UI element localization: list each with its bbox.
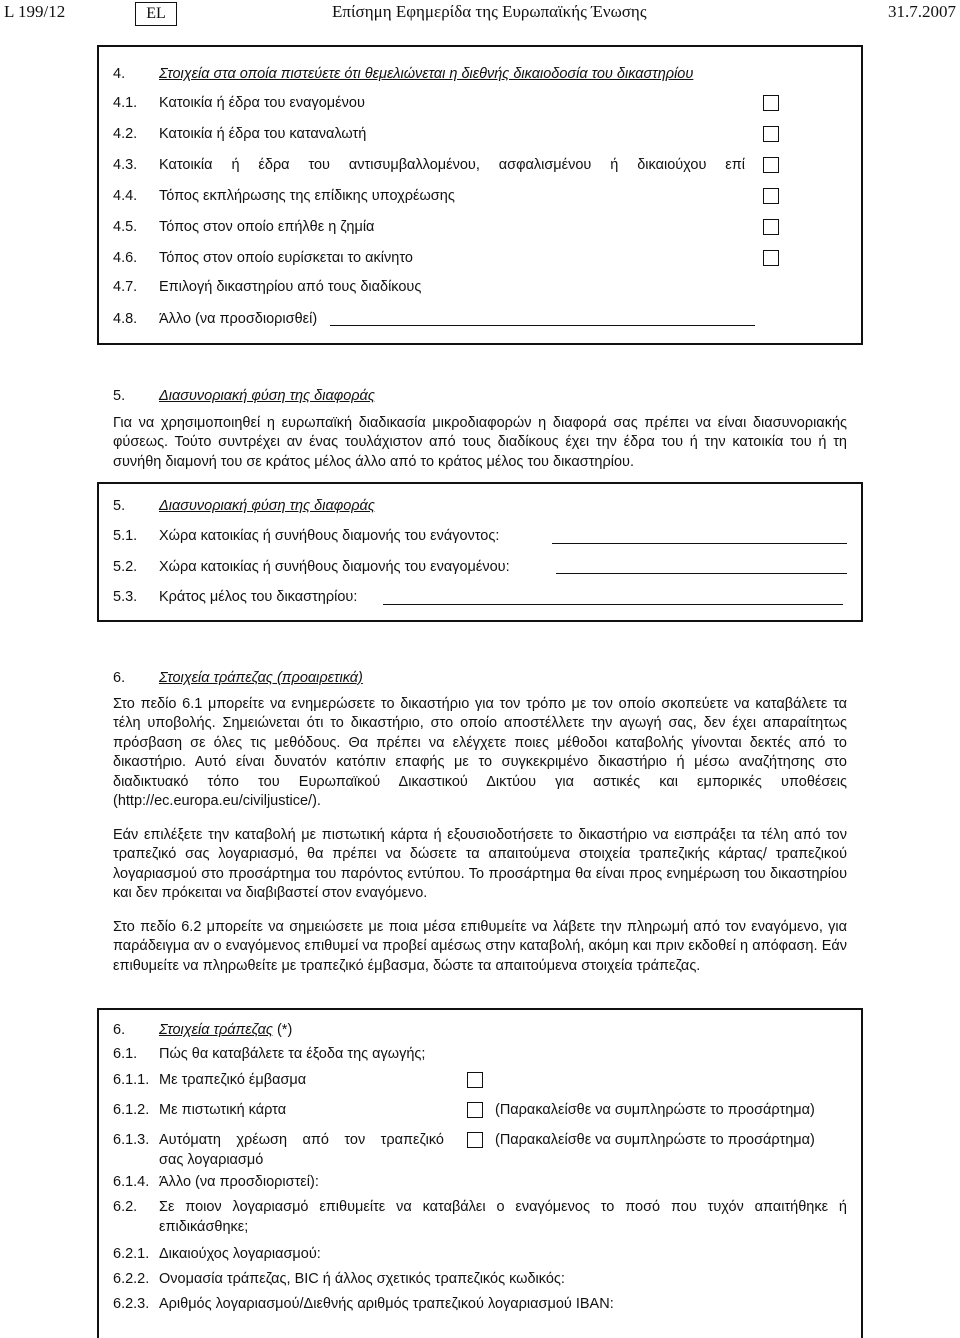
item-label: Δικαιούχος λογαριασμού: bbox=[159, 1246, 321, 1262]
item-label: Χώρα κατοικίας ή συνήθους διαμονής του εναγομένου: bbox=[159, 559, 510, 575]
section-number: 5. bbox=[113, 388, 126, 404]
item-number: 5.3. bbox=[113, 589, 138, 605]
item-number: 4.7. bbox=[113, 279, 138, 295]
guidance-paragraph: Για να χρησιμοποιηθεί η ευρωπαϊκή διαδικασία μικροδιαφορών η διαφορά σας πρέπει να είναι διασυνοριακής φύσεως. Τούτο συντρέχει αν ένας τουλάχιστον από τους διαδίκους έχει την έδρα του ή την κατοικία του ή τη συνήθη διαμονή του σε κράτος μέλος άλλο από το κράτος μέλος του δικαστηρίου. bbox=[113, 415, 847, 470]
item-label: Αυτόματη χρέωση από τον τραπεζικό bbox=[159, 1132, 444, 1148]
item-label: Άλλο (να προσδιοριστεί): bbox=[159, 1174, 319, 1190]
item-label: Κατοικία ή έδρα του εναγομένου bbox=[159, 95, 365, 111]
item-number: 6.1.4. bbox=[113, 1174, 150, 1190]
item-number: 4.4. bbox=[113, 188, 138, 204]
item-label: Με πιστωτική κάρτα bbox=[159, 1102, 287, 1118]
guidance-paragraph: Στο πεδίο 6.1 μπορείτε να ενημερώσετε το δικαστήριο για τον τρόπο με τον οποίο σκοπεύετε να καταβάλετε τα τέλη υποβολής. Σημειώνεται ότι το δικαστήριο, στο οποίο αποστέλλετε την αγωγή σας, δεν έχει απαραίτητως πρόσβαση σε όλες τις μεθόδους. Θα πρέπει να ελέγχετε ποιες μέθοδοι καταβολής γίνονται δεκτές από το δικαστήριο. Αυτό είναι δυνατόν κατόπιν επαφής με το συγκεκριμένο δικαστήριο ή μέσω αναζήτησης στο διαδικτυακό τόπο του Ευρωπαϊκού Δικαστικού Δικτύου για αστικές και εμπορικές υποθέσεις (http://ec.europa.eu/civiljustice/). bbox=[113, 696, 847, 810]
item-number: 6.2. bbox=[113, 1199, 138, 1215]
footnote-marker: (*) bbox=[272, 1022, 293, 1038]
item-number: 6.2.3. bbox=[113, 1296, 150, 1312]
item-number: 6.2.1. bbox=[113, 1246, 150, 1262]
checkbox-4-2[interactable] bbox=[763, 126, 779, 142]
checkbox-4-3[interactable] bbox=[763, 157, 779, 173]
guidance-paragraph: Εάν επιλέξετε την καταβολή με πιστωτική κάρτα ή εξουσιοδοτήσετε το δικαστήριο να εισπράξει τα τέλη από τον τραπεζικό σας λογαριασμό, θα πρέπει να δώσετε τα απαιτούμενα στοιχεία τραπεζικής κάρτας/ τραπεζικού λογαριασμού στο προσάρτημα του παρόντος εντύπου. Το προσάρτημα θα είναι προς ενημέρωση του δικαστηρίου και δεν πρόκειται να διαβιβαστεί στον εναγόμενο. bbox=[113, 827, 847, 902]
checkbox-bank-transfer[interactable] bbox=[467, 1072, 483, 1088]
item-label-continued: επιδικάσθηκε; bbox=[159, 1219, 249, 1235]
other-input-line[interactable] bbox=[330, 325, 755, 326]
appendix-note: (Παρακαλείσθε να συμπληρώστε το προσάρτημα) bbox=[495, 1102, 815, 1118]
item-number: 6.1.1. bbox=[113, 1072, 150, 1088]
item-label: Χώρα κατοικίας ή συνήθους διαμονής του ενάγοντος: bbox=[159, 528, 500, 544]
guidance-5-text bbox=[113, 414, 847, 472]
journal-title: Επίσημη Εφημερίδα της Ευρωπαϊκής Ένωσης bbox=[332, 2, 647, 21]
item-label: Κατοικία ή έδρα του καταναλωτή bbox=[159, 126, 367, 142]
section-title: Στοιχεία τράπεζας (προαιρετικά) bbox=[159, 670, 363, 686]
item-number: 4.3. bbox=[113, 157, 138, 173]
checkbox-credit-card[interactable] bbox=[467, 1102, 483, 1118]
item-number: 6.1. bbox=[113, 1046, 138, 1062]
section-title: Στοιχεία στα οποία πιστεύετε ότι θεμελιώνεται η διεθνής δικαιοδοσία του δικαστηρίου bbox=[159, 66, 694, 82]
publication-date: 31.7.2007 bbox=[888, 2, 956, 21]
item-number: 6.2.2. bbox=[113, 1271, 150, 1287]
page-reference: L 199/12 bbox=[4, 2, 66, 21]
item-label: Ονομασία τράπεζας, BIC ή άλλος σχετικός τραπεζικός κωδικός: bbox=[159, 1271, 565, 1287]
item-label: Άλλο (να προσδιορισθεί) bbox=[159, 311, 318, 327]
item-number: 4.5. bbox=[113, 219, 138, 235]
section-title: Στοιχεία τράπεζας bbox=[159, 1022, 273, 1038]
item-number: 5.2. bbox=[113, 559, 138, 575]
section-number: 5. bbox=[113, 498, 126, 514]
checkbox-4-1[interactable] bbox=[763, 95, 779, 111]
journal-header bbox=[0, 0, 960, 28]
item-label: Τόπος εκπλήρωσης της επίδικης υποχρέωσης bbox=[159, 188, 455, 204]
item-label: Σε ποιον λογαριασμό επιθυμείτε να καταβάλει ο εναγόμενος το ποσό που τυχόν απαιτήθηκε ή bbox=[159, 1199, 847, 1215]
item-label-continued: σας λογαριασμό bbox=[159, 1152, 264, 1168]
item-number: 6.1.2. bbox=[113, 1102, 150, 1118]
item-label: Πώς θα καταβάλετε τα έξοδα της αγωγής; bbox=[159, 1046, 426, 1062]
item-label: Κατοικία ή έδρα του αντισυμβαλλομένου, ασφαλισμένου ή δικαιούχου επί bbox=[159, 157, 745, 173]
checkbox-4-4[interactable] bbox=[763, 188, 779, 204]
defendant-country-input[interactable] bbox=[556, 573, 847, 574]
item-number: 4.2. bbox=[113, 126, 138, 142]
court-state-input[interactable] bbox=[383, 604, 843, 605]
section-title: Διασυνοριακή φύση της διαφοράς bbox=[159, 388, 375, 404]
language-badge: EL bbox=[135, 2, 177, 26]
item-label: Τόπος στον οποίο ευρίσκεται το ακίνητο bbox=[159, 250, 413, 266]
item-number: 4.8. bbox=[113, 311, 138, 327]
item-label: Τόπος στον οποίο επήλθε η ζημία bbox=[159, 219, 375, 235]
guidance-6-paragraph-2 bbox=[113, 826, 847, 904]
guidance-6-paragraph-1 bbox=[113, 695, 847, 811]
item-label: Κράτος μέλος του δικαστηρίου: bbox=[159, 589, 358, 605]
item-label: Επιλογή δικαστηρίου από τους διαδίκους bbox=[159, 279, 422, 295]
section-title: Διασυνοριακή φύση της διαφοράς bbox=[159, 498, 375, 514]
guidance-6-paragraph-3 bbox=[113, 918, 847, 976]
guidance-paragraph: Στο πεδίο 6.2 μπορείτε να σημειώσετε με ποια μέσα επιθυμείτε να λάβετε την πληρωμή από τον εναγόμενο, για παράδειγμα αν ο εναγόμενος επιθυμεί να προβεί αμέσως στην καταβολή, ακόμη και πριν εκδοθεί η απόφαση. Εάν επιθυμείτε να πληρωθείτε με τραπεζικό έμβασμα, δώστε τα απαιτούμενα στοιχεία τράπεζας. bbox=[113, 919, 847, 974]
checkbox-direct-debit[interactable] bbox=[467, 1132, 483, 1148]
checkbox-4-6[interactable] bbox=[763, 250, 779, 266]
item-label: Με τραπεζικό έμβασμα bbox=[159, 1072, 307, 1088]
item-label: Αριθμός λογαριασμού/Διεθνής αριθμός τραπεζικού λογαριασμού IBAN: bbox=[159, 1296, 614, 1312]
item-number: 5.1. bbox=[113, 528, 138, 544]
section-number: 6. bbox=[113, 670, 126, 686]
section-number: 6. bbox=[113, 1022, 126, 1038]
checkbox-4-5[interactable] bbox=[763, 219, 779, 235]
section-number: 4. bbox=[113, 66, 126, 82]
appendix-note: (Παρακαλείσθε να συμπληρώστε το προσάρτημα) bbox=[495, 1132, 815, 1148]
item-number: 4.6. bbox=[113, 250, 138, 266]
item-number: 6.1.3. bbox=[113, 1132, 150, 1148]
item-number: 4.1. bbox=[113, 95, 138, 111]
claimant-country-input[interactable] bbox=[552, 543, 847, 544]
